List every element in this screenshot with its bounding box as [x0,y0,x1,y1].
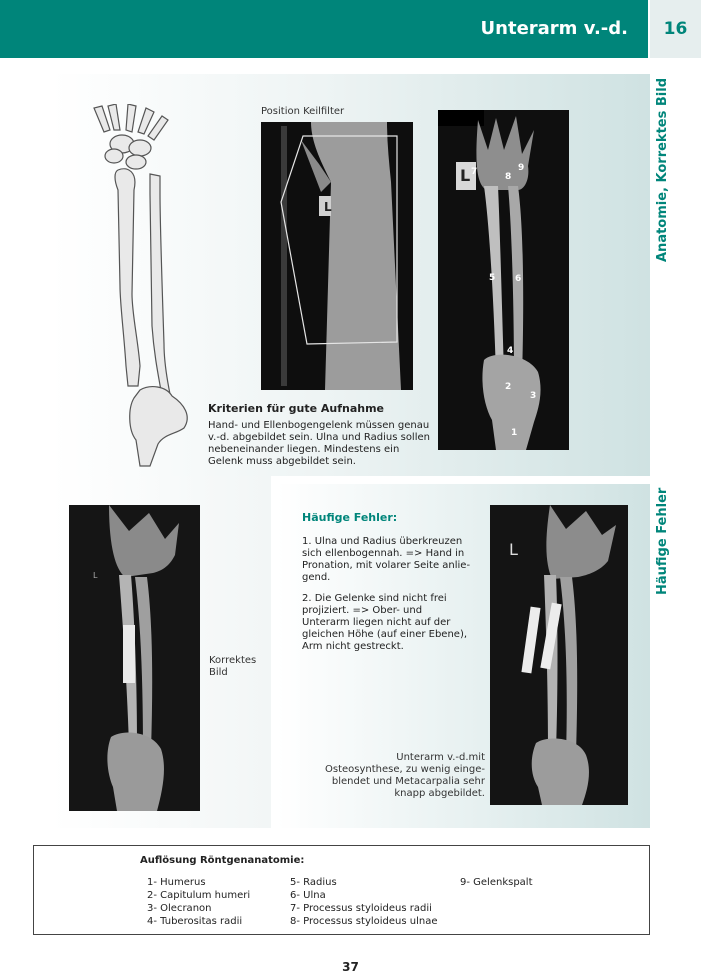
korrekt-caption: Korrektes Bild [209,655,257,678]
error-2-line-5: Arm nicht gestreckt. [302,641,404,652]
errors-title: Häufige Fehler: [302,511,398,524]
side-marker: L [324,200,332,214]
header-bar [0,0,648,58]
osteosynthesis-xray [490,505,628,805]
label-1: 1 [511,428,518,438]
label-4: 4 [507,346,514,356]
label-9: 9 [518,163,525,173]
forearm-skeleton-illustration [88,104,200,469]
page-badge [650,0,701,58]
label-2: 2 [505,382,512,392]
legend-title: Auflösung Röntgenanatomie: [140,855,305,866]
errors-block [302,511,482,653]
criteria-line-3: nebeneinander liegen. Mindestens ein [208,444,400,455]
side-label-anatomy: Anatomie, Korrektes Bild [655,78,670,262]
criteria-block [208,402,438,468]
error-1-line-2: sich ellenbogennah. => Hand in [302,548,465,559]
position-caption: Position Keilfilter [261,106,345,117]
criteria-title: Kriterien für gute Aufnahme [208,402,385,415]
side-label-errors: Häufige Fehler [655,487,670,595]
side-marker: L [509,540,518,559]
osteo-caption: Unterarm v.-d.mit Osteosynthese, zu wenig einge- blendet und Metacarpalia sehr knapp abgebildet. [325,752,485,799]
error-2-line-1: 2. Die Gelenke sind nicht frei [302,593,447,604]
label-5: 5 [489,273,496,283]
label-6: 6 [515,274,522,284]
error-1-line-4: gend. [302,572,331,583]
side-marker: L [93,571,98,580]
keilfilter-xray [261,122,413,390]
error-1-line-1: 1. Ulna und Radius überkreuzen [302,536,463,547]
error-2-line-2: projiziert. => Ober- und [302,605,423,616]
legend-column-1: 1- Humerus 2- Capitulum humeri 3- Olecranon 4- Tuberositas radii [147,877,251,927]
correct-xray [69,505,200,811]
label-3: 3 [530,391,537,401]
criteria-line-2: v.-d. abgebildet sein. Ulna und Radius sollen [208,432,430,443]
error-1-line-3: Pronation, mit volarer Seite anlie- [302,560,471,571]
page-badge-number: 16 [663,19,688,39]
criteria-line-4: Gelenk muss abgebildet sein. [208,456,356,467]
error-2-line-4: gleichen Höhe (auf einer Ebene), [302,629,468,640]
criteria-line-1: Hand- und Ellenbogengelenk müssen genau [208,420,430,431]
page-number: 37 [342,960,359,974]
side-marker: L [460,166,471,185]
anatomy-legend-box [33,845,650,935]
annotated-forearm-xray [438,110,569,450]
legend-column-2: 5- Radius 6- Ulna 7- Processus styloideus radii 8- Processus styloideus ulnae [290,877,438,927]
label-8: 8 [505,172,512,182]
legend-column-3: 9- Gelenkspalt [460,877,533,888]
page-title: Unterarm v.-d. [480,18,628,39]
label-7: 7 [471,167,478,177]
error-2-line-3: Unterarm liegen nicht auf der [302,617,451,628]
